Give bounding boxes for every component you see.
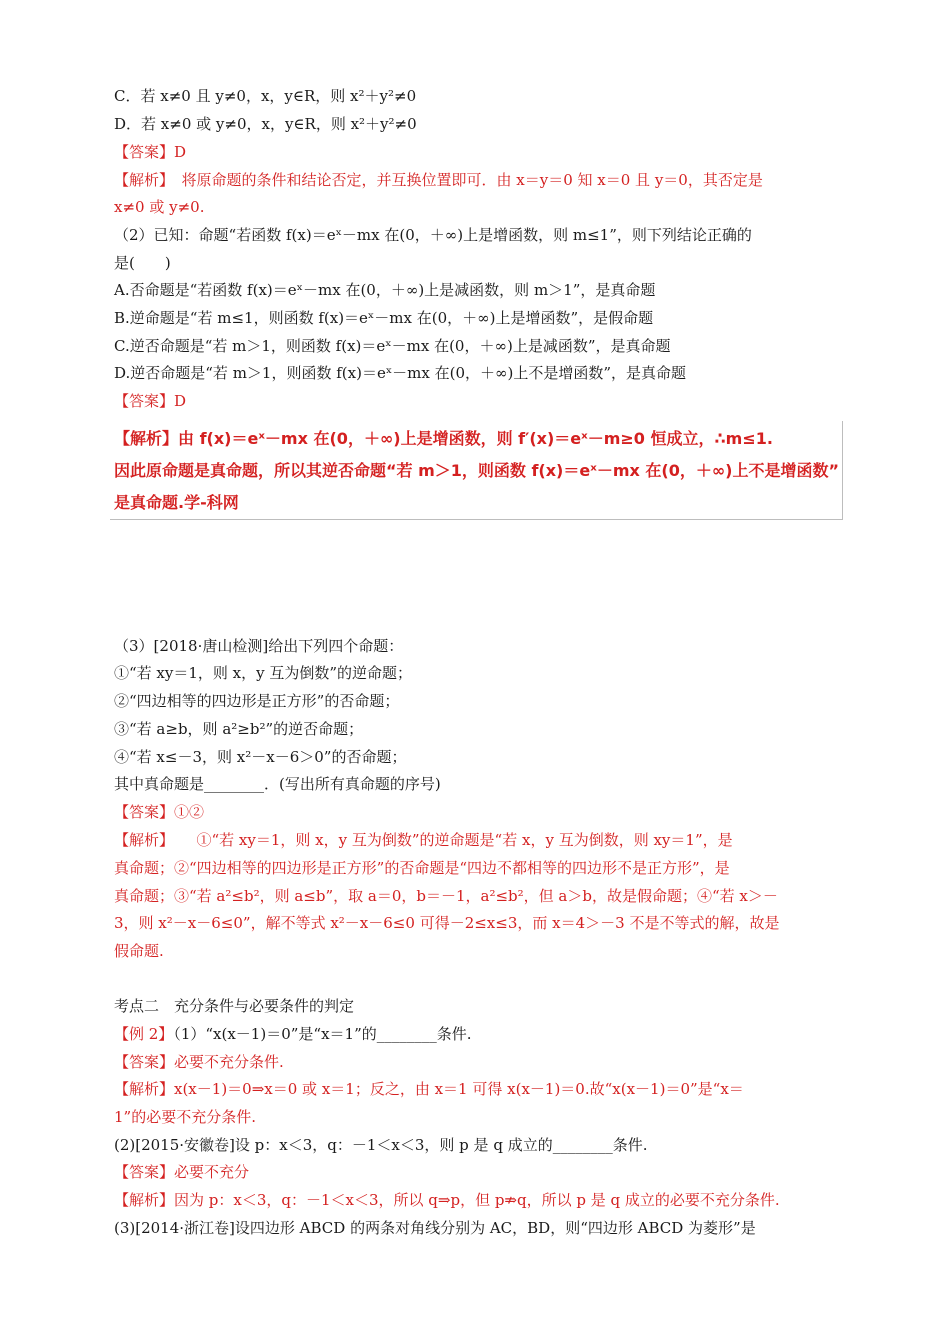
analysis-line: 3，则 x²－x－6≤0”，解不等式 x²－x－6≤0 可得－2≤x≤3，而 x＝4＞－3 不是不等式的解，故是 [114,914,780,932]
example-text: (2)[2015·安徽卷]设 p：x＜3，q：－1＜x＜3，则 p 是 q 成立的________条件. [114,1136,648,1154]
analysis-line: 【解析】x(x－1)＝0⇒x＝0 或 x＝1；反之，由 x＝1 可得 x(x－1)＝0.故“x(x－1)＝0”是“x＝ [114,1080,744,1098]
analysis-line: 【解析】因为 p：x＜3，q：－1＜x＜3，所以 q⇒p，但 p⇏q，所以 p 是 q 成立的必要不充分条件. [114,1191,780,1209]
option-b: B.逆命题是“若 m≤1，则函数 f(x)＝eˣ－mx 在(0，＋∞)上是增函数”，是假命题 [114,309,654,327]
analysis-line: x≠0 或 y≠0. [114,198,205,216]
list-item: ③“若 a≥b，则 a²≥b²”的逆否命题； [114,720,364,738]
question-ask: 其中真命题是________．(写出所有真命题的序号) [114,775,441,793]
list-item: ②“四边相等的四边形是正方形”的否命题； [114,692,400,710]
analysis-line: 假命题. [114,942,164,960]
analysis-line: 【解析】 将原命题的条件和结论否定，并互换位置即可．由 x＝y＝0 知 x＝0 且 y＝0，其否定是 [114,171,763,189]
analysis-box [110,421,843,520]
example-text: (3)[2014·浙江卷]设四边形 ABCD 的两条对角线分别为 AC，BD，则“四边形 ABCD 为菱形”是 [114,1219,756,1237]
answer-label: 【答案】D [114,143,187,161]
example-line [114,1024,838,1044]
analysis-line: 是真命题.学-科网 [114,493,239,512]
analysis-line: 【解析】 ①“若 xy＝1，则 x，y 互为倒数”的逆命题是“若 x，y 互为倒数，则 xy＝1”，是 [114,831,733,849]
list-item: ①“若 xy＝1，则 x，y 互为倒数”的逆命题； [114,664,413,682]
analysis-line: 【解析】由 f(x)＝eˣ－mx 在(0，＋∞)上是增函数，则 f′(x)＝eˣ－m≥0 恒成立，∴m≤1. [114,429,773,448]
question-stem: （2）已知：命题“若函数 f(x)＝eˣ－mx 在(0，＋∞)上是增函数，则 m≤1”，则下列结论正确的 [114,226,752,244]
analysis-line: 1”的必要不充分条件. [114,1108,256,1126]
answer-label: 【答案】必要不充分条件. [114,1053,284,1071]
question-stem: （3）[2018·唐山检测]给出下列四个命题： [114,637,404,655]
analysis-line: 真命题；③“若 a²≤b²，则 a≤b”，取 a＝0，b＝－1，a²≤b²，但 a＞b，故是假命题；④“若 x＞－ [114,887,778,905]
section-heading: 考点二 充分条件与必要条件的判定 [114,997,355,1015]
analysis-line: 真命题；②“四边相等的四边形是正方形”的否命题是“四边不都相等的四边形不是正方形”，是 [114,859,730,877]
analysis-line: 因此原命题是真命题，所以其逆否命题“若 m＞1，则函数 f(x)＝eˣ－mx 在(0，＋∞)上不是增函数” [114,461,839,480]
option-c: C.逆否命题是“若 m＞1，则函数 f(x)＝eˣ－mx 在(0，＋∞)上是减函数”，是真命题 [114,337,671,355]
list-item: ④“若 x≤－3，则 x²－x－6＞0”的否命题； [114,748,407,766]
example-label: 【例 2】 [114,1025,174,1043]
option-c: C．若 x≠0 且 y≠0，x，y∈R，则 x²＋y²≠0 [114,87,417,105]
answer-label: 【答案】D [114,392,187,410]
option-a: A.否命题是“若函数 f(x)＝eˣ－mx 在(0，＋∞)上是减函数，则 m＞1”，是真命题 [114,281,656,299]
option-d: D.逆否命题是“若 m＞1，则函数 f(x)＝eˣ－mx 在(0，＋∞)上不是增函数”，是真命题 [114,364,687,382]
question-stem: 是( ) [114,254,171,272]
answer-label: 【答案】①② [114,803,205,821]
example-text: （1）“x(x－1)＝0”是“x＝1”的________条件. [173,1025,472,1043]
option-d: D．若 x≠0 或 y≠0，x，y∈R，则 x²＋y²≠0 [114,115,417,133]
answer-label: 【答案】必要不充分 [114,1163,250,1181]
